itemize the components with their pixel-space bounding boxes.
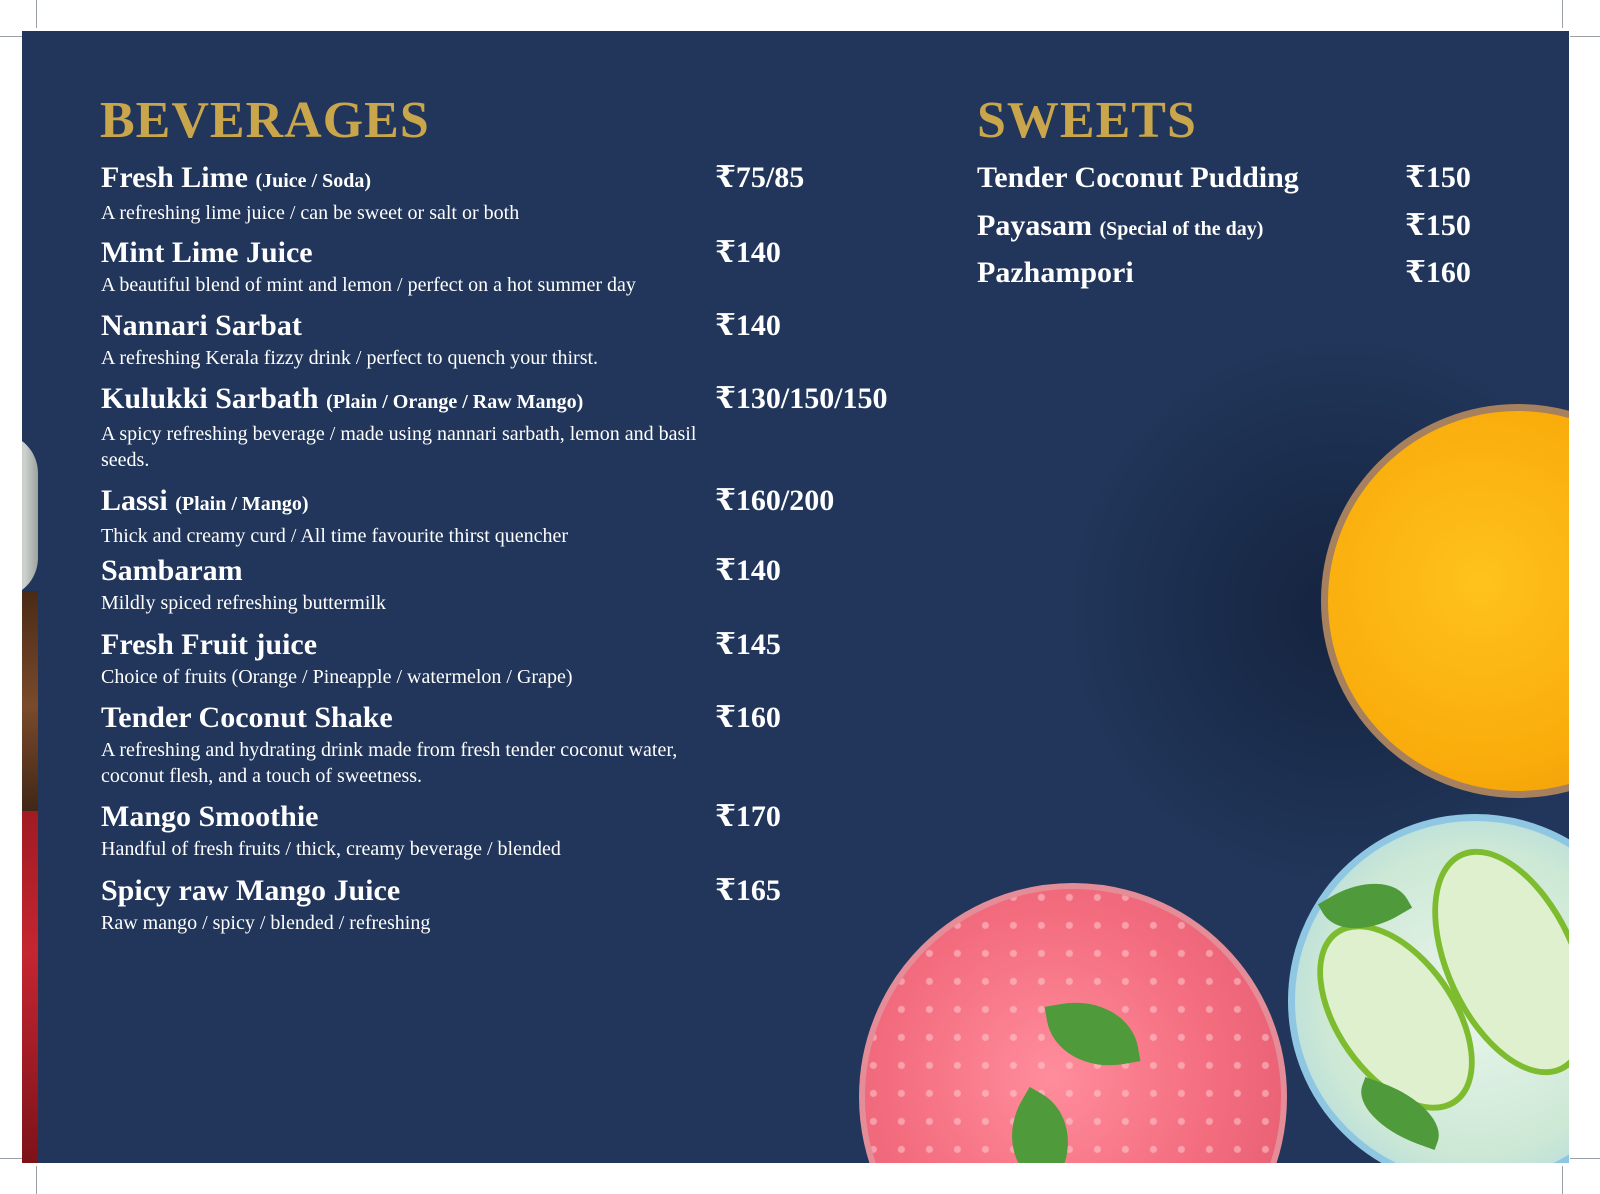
crop-mark <box>1570 1158 1600 1159</box>
item-price: ₹75/85 <box>715 161 805 194</box>
menu-item <box>101 382 961 473</box>
item-description: Raw mango / spicy / blended / refreshing <box>101 912 431 934</box>
wood-image <box>22 591 38 821</box>
item-description: Mildly spiced refreshing buttermilk <box>101 592 386 614</box>
menu-item <box>101 161 961 226</box>
item-name: Spicy raw Mango Juice <box>101 874 401 907</box>
item-description: Thick and creamy curd / All time favourite thirst quencher <box>101 525 569 547</box>
item-note: (Plain / Mango) <box>175 493 309 515</box>
item-price: ₹160 <box>1405 256 1471 289</box>
item-price: ₹130/150/150 <box>715 382 888 415</box>
plate-image <box>22 433 38 598</box>
item-name: Lassi <box>101 484 168 517</box>
item-name: Nannari Sarbat <box>101 309 302 342</box>
crop-mark <box>36 0 37 28</box>
menu-item <box>101 309 961 371</box>
menu-item <box>977 209 1487 246</box>
menu-item <box>101 701 961 789</box>
crop-mark <box>1570 36 1600 37</box>
item-price: ₹160 <box>715 701 781 734</box>
item-description: A refreshing Kerala fizzy drink / perfect to quench your thirst. <box>101 347 599 369</box>
item-description: A beautiful blend of mint and lemon / perfect on a hot summer day <box>101 274 636 296</box>
item-name: Kulukki Sarbath <box>101 382 319 415</box>
item-name: Fresh Fruit juice <box>101 628 318 661</box>
item-price: ₹140 <box>715 236 781 269</box>
item-price: ₹160/200 <box>715 484 835 517</box>
crop-mark <box>1562 0 1563 28</box>
item-price: ₹140 <box>715 309 781 342</box>
item-name: Tender Coconut Pudding <box>977 161 1299 194</box>
crop-mark <box>1562 1166 1563 1194</box>
item-note: (Plain / Orange / Raw Mango) <box>326 391 584 413</box>
item-description: A refreshing and hydrating drink made from fresh tender coconut water, coconut flesh, and a touch of sweetness. <box>101 739 678 787</box>
item-price: ₹150 <box>1405 161 1471 194</box>
menu-item <box>977 161 1487 195</box>
item-description: Handful of fresh fruits / thick, creamy beverage / blended <box>101 838 561 860</box>
menu-page <box>22 31 1569 1163</box>
item-name: Payasam <box>977 209 1092 242</box>
item-name: Pazhampori <box>977 256 1134 289</box>
beverages-heading: BEVERAGES <box>100 92 430 149</box>
crop-mark <box>0 36 22 37</box>
item-price: ₹170 <box>715 800 781 833</box>
menu-item <box>977 256 1487 290</box>
mint-leaf-image <box>990 1087 1091 1163</box>
item-name: Fresh Lime <box>101 161 248 194</box>
menu-item <box>101 800 961 862</box>
item-name: Sambaram <box>101 554 243 587</box>
item-price: ₹150 <box>1405 209 1471 242</box>
edge-food-photo <box>22 31 38 1163</box>
item-note: (Juice / Soda) <box>255 170 371 192</box>
item-name: Mint Lime Juice <box>101 236 313 269</box>
menu-item <box>101 554 961 616</box>
item-description: A spicy refreshing beverage / made using nannari sarbath, lemon and basil seeds. <box>101 423 697 471</box>
item-note: (Special of the day) <box>1099 218 1264 240</box>
crop-mark <box>36 1166 37 1194</box>
crop-mark <box>0 1158 22 1159</box>
item-description: Choice of fruits (Orange / Pineapple / watermelon / Grape) <box>101 666 573 688</box>
item-name: Tender Coconut Shake <box>101 701 393 734</box>
menu-item <box>101 484 961 549</box>
sweets-heading: SWEETS <box>977 92 1197 149</box>
menu-item <box>101 874 961 936</box>
item-price: ₹145 <box>715 628 781 661</box>
item-name: Mango Smoothie <box>101 800 319 833</box>
menu-item <box>101 628 961 690</box>
menu-item <box>101 236 961 298</box>
item-price: ₹140 <box>715 554 781 587</box>
mint-leaf-image <box>1045 992 1141 1076</box>
red-food-image <box>22 811 38 1163</box>
item-description: A refreshing lime juice / can be sweet or salt or both <box>101 202 520 224</box>
item-price: ₹165 <box>715 874 781 907</box>
